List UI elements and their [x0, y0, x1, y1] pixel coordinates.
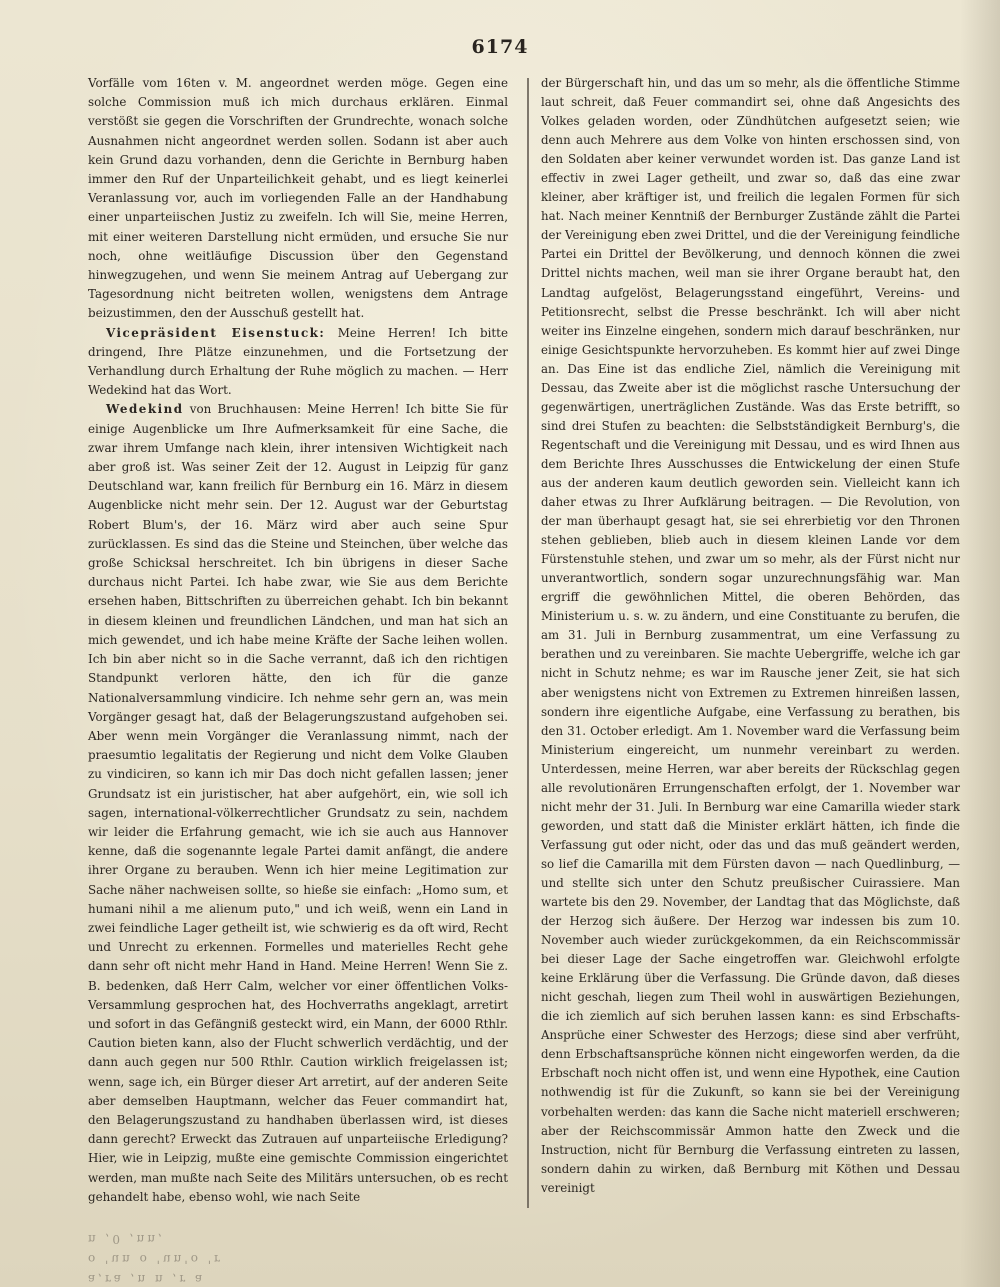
column-divider — [527, 78, 529, 1208]
speaker-wedekind: Wedekind — [106, 402, 184, 417]
left-column — [88, 74, 508, 1207]
speech-eisenstuck: Meine Herren! Ich bitte dringend, Ihre Plätze einzunehmen, und die Fortsetzung der Verhandlung durch Erhaltung der Ruhe möglich zu machen. — Herr Wedekind hat das Wort. — [88, 325, 508, 398]
speaker-eisenstuck: Vicepräsident Eisenstuck: — [106, 325, 326, 340]
bleed-through-line-2: o 'un o 'un'o 'r — [88, 1252, 223, 1266]
page-edge-shadow — [960, 0, 1000, 1287]
left-paragraph-3 — [88, 400, 508, 1207]
speech-wedekind: von Bruchhausen: Meine Herren! Ich bitte Sie für einige Augenblicke um Ihre Aufmerksamkeit für eine Sache, die zwar ihrem Umfange nach klein, ihrer intensiven Wichtigkeit nach aber groß ist. Was seiner Zeit der 12. August in Leipzig für ganz Deutschland war, kann freilich für Bernburg ein 16. März in diesem Augenblicke nicht mehr sein. Der 12. August war der Geburtstag Robert Blum's, der 16. März wird aber auch seine Spur zurücklassen. Es sind das die Steine und Steinchen, über welche das große Schicksal herschreitet. Ich bin übrigens in dieser Sache durchaus nicht Partei. Ich habe zwar, wie Sie aus dem Berichte ersehen haben, Bittschriften zu überreichen gehabt. Ich bin bekannt in diesem kleinen und freundlichen Ländchen, und man hat sich an mich gewendet, und ich habe meine Kräfte der Sache leihen wollen. Ich bin aber nicht so in die Sache verrannt, daß ich den richtigen Standpunkt verloren hätte, den ich für die ganze Nationalversammlung vindicire. Ich nehme sehr gern an, was mein Vorgänger gesagt hat, daß der Belagerungszustand aufgehoben sei. Aber wenn mein Vorgänger die Veranlassung nimmt, nach der praesumtio legalitatis der Regierung und nicht dem Volke Glauben zu vindiciren, so kann ich mir Das doch nicht gefallen lassen; jener Grundsatz ist ein juristischer, hat aber aufgehört, ein, wie soll ich sagen, international-völkerrechtlicher Grundsatz zu sein, nachdem wir leider die Erfahrung gemacht, wie ich sie auch aus Hannover kenne, daß die sogenannte legale Partei damit anfängt, die andere ihrer Organe zu berauben. Wenn ich hier meine Legitimation zur Sache näher nachweisen sollte, so hieße sie einfach: „Homo sum, et humani nihil a me alienum puto," und ich weiß, wenn ein Land in zwei feindliche Lager getheilt ist, wie schwierig es da oft wird, Recht und Unrecht zu erkennen. Formelles und materielles Recht gehe dann sehr oft nicht mehr Hand in Hand. Meine Herren! Wenn Sie z. B. bedenken, daß Herr Calm, welcher vor einer öffentlichen Volks-Versammlung gesprochen hat, des Hochverraths angeklagt, arretirt und sofort in das Gefängniß gesteckt wird, ein Mann, der 6000 Rthlr. Caution bieten kann, also der Flucht schwerlich verdächtig, und der dann auch gegen nur 500 Rthlr. Caution wirklich freigelassen ist; wenn, sage ich, ein Bürger dieser Art arretirt, auf der anderen Seite aber demselben Hauptmann, welcher das Feuer commandirt hat, den Belagerungszustand zu handhaben überlassen wird, ist dieses dann gerecht? Erweckt das Zutrauen auf unparteiische Erledigung? Hier, wie in Leipzig, mußte eine gemischte Commission eingerichtet werden, man mußte nach Seite des Militärs untersuchen, ob es recht gehandelt habe, ebenso wohl, wie nach Seite — [88, 402, 508, 1204]
right-column — [541, 74, 960, 1198]
right-paragraph-1: der Bürgerschaft hin, und das um so mehr, als die öffentliche Stimme laut schreit, daß Feuer commandirt sei, ohne daß Angesichts des Volkes geladen worden, oder Zündhütchen aufgesetzt seien; wie denn auch Mehrere aus dem Volke von hinten erschossen sind, von den Soldaten aber keiner verwundet worden ist. Das ganze Land ist effectiv in zwei Lager getheilt, und zwar so, daß das eine zwar kleiner, aber kräftiger ist, und freilich die legalen Formen für sich hat. Nach meiner Kenntniß der Bernburger Zustände zählt die Partei der Vereinigung eben zwei Drittel, und die der Vereinigung feindliche Partei ein Drittel der Bevölkerung, und dennoch können die zwei Drittel nichts machen, weil man sie ihrer Organe beraubt hat, den Landtag aufgelöst, Belagerungsstand eingeführt, Vereins- und Petitionsrecht, selbst die Presse beschränkt. Ich will aber nicht weiter ins Einzelne eingehen, sondern mich darauf beschränken, nur einige Gesichtspunkte hervorzuheben. Es kommt hier auf zwei Dinge an. Das Eine ist das endliche Ziel, nämlich die Vereinigung mit Dessau, das Zweite aber ist die möglichst rasche Untersuchung der gegenwärtigen, unerträglichen Zustände. Was das Erste betrifft, so sind drei Stufen zu beachten: die Selbstständigkeit Bernburg's, die Regentschaft und die Vereinigung mit Dessau, und es wird Ihnen aus dem Berichte Ihres Ausschusses die Entwickelung der einen Stufe aus der anderen kaum deutlich geworden sein. Vielleicht kann ich daher etwas zu Ihrer Aufklärung beitragen. — Die Revolution, von der man überhaupt gesagt hat, sie sei ehrerbietig vor den Thronen stehen geblieben, blieb auch in diesem kleinen Lande vor dem Fürstenstuhle stehen, und zwar um so mehr, als der Fürst nicht nur unverantwortlich, sondern sogar unzurechnungsfähig war. Man ergriff die gewöhnlichen Mittel, die oberen Behörden, das Ministerium u. s. w. zu ändern, und eine Constituante zu berufen, die am 31. Juli in Bernburg zusammentrat, um eine Verfassung zu berathen und zu vereinbaren. Sie machte Uebergriffe, welche ich gar nicht in Schutz nehme; es war im Rausche jener Zeit, sie hat sich aber wenigstens nicht von Extremen zu Extremen hinreißen lassen, sondern ihre eigentliche Aufgabe, eine Verfassung zu berathen, bis den 31. October erledigt. Am 1. November ward die Verfassung beim Ministerium eingereicht, um nunmehr vereinbart zu werden. Unterdessen, meine Herren, war aber bereits der Rückschlag gegen alle revolutionären Errungenschaften erfolgt, der 1. November war nicht mehr der 31. Juli. In Bernburg war eine Camarilla wieder stark geworden, und statt daß die Minister erklärt hätten, ich finde die Verfassung gut oder nicht, oder das und das muß geändert werden, so lief die Camarilla mit dem Fürsten davon — nach Quedlinburg, — und stellte sich unter den Schutz preußischer Cuirassiere. Man wartete bis den 29. November, der Landtag that das Möglichste, daß der Herzog sich äußere. Der Herzog war indessen bis zum 10. November auch wieder zurückgekommen, da ein Reichscommissär bei dieser Lage der Sache eingetroffen war. Gleichwohl erfolgte keine Erklärung über die Verfassung. Die Gründe davon, daß dieses nicht geschah, liegen zum Theil wohl in auswärtigen Beziehungen, die ich ziemlich auf sich beruhen lassen kann: es sind Erbschafts-Ansprüche einer Schwester des Herzogs; diese sind aber verfrüht, denn Erbschaftsansprüche können nicht eingeworfen werden, da die Erbschaft noch nicht offen ist, und wenn eine Hypothek, eine Caution nothwendig ist für die Zukunft, so kann sie bei der Vereinigung vorbehalten werden: das kann die Sache nicht materiell erschweren; aber der Reichscommissär Ammon hatte den Zweck und die Instruction, nicht für Bernburg die Verfassung eintreten zu lassen, sondern dahin zu wirken, daß Bernburg mit Köthen und Dessau vereinigt — [541, 76, 960, 1195]
left-paragraph-2 — [88, 324, 508, 401]
bleed-through-line-3: a,ra ,n n ,r a — [88, 1272, 206, 1286]
left-paragraph-1: Vorfälle vom 16ten v. M. angeordnet werden möge. Gegen eine solche Commission muß ich mich durchaus erklären. Einmal verstößt sie gegen die Vorschriften der Grundrechte, wonach solche Ausnahmen nicht angeordnet werden sollen. Sodann ist aber auch kein Grund dazu vorhanden, denn die Gerichte in Bernburg haben immer den Ruf der Unparteilichkeit gehabt, und es liegt keinerlei Veranlassung vor, auch im vorliegenden Falle an der Handhabung einer unparteiischen Justiz zu zweifeln. Ich will Sie, meine Herren, mit einer weiteren Darstellung nicht ermüden, und ersuche Sie nur noch, ohne weitläufige Discussion über den Gegenstand hinwegzugehen, und wenn Sie meinem Antrag auf Uebergang zur Tagesordnung nicht beitreten wollen, wenigstens dem Antrage beizustimmen, den der Ausschuß gestellt hat. — [88, 76, 508, 321]
bleed-through-line-1: n ,0 ,nn, — [88, 1232, 165, 1246]
page-number: 6174 — [471, 36, 529, 58]
